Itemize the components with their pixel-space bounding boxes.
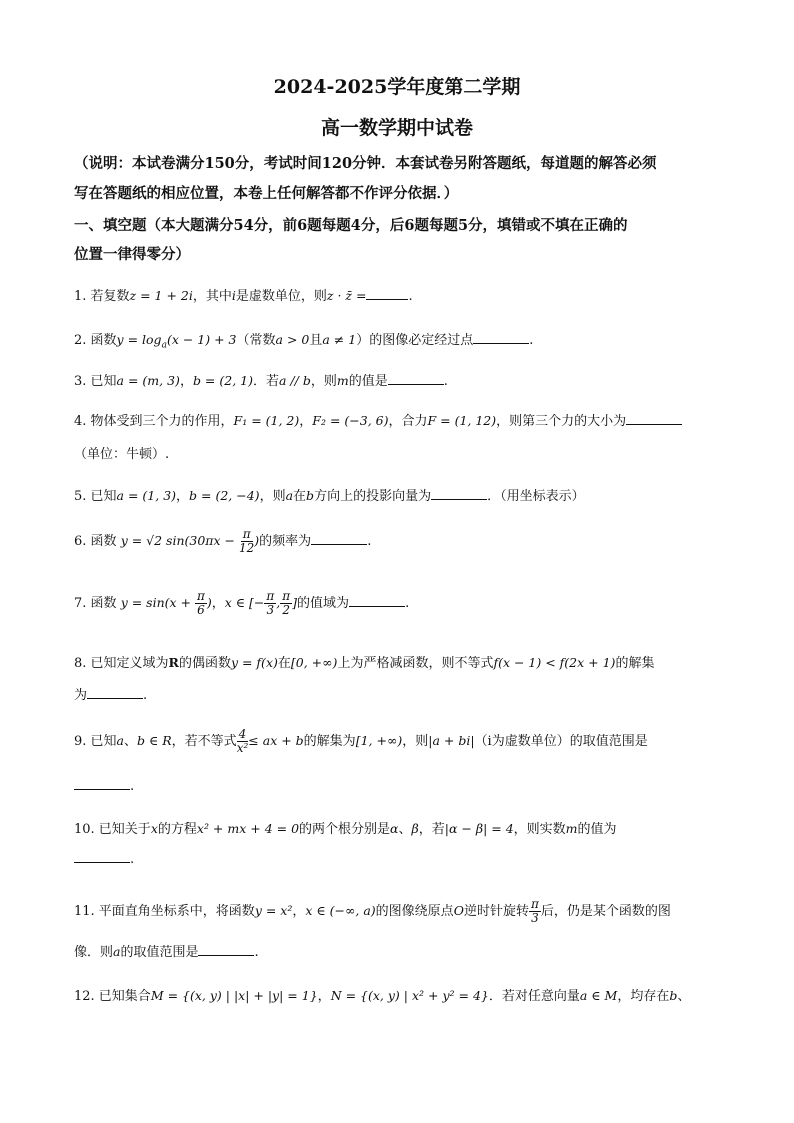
answer-blank bbox=[366, 287, 408, 300]
answer-blank bbox=[388, 372, 444, 385]
question-8-line-2: 为 . bbox=[74, 688, 148, 703]
section-heading-line-2: 位置一律得零分） bbox=[74, 246, 190, 263]
question-1: 1. 若复数z = 1 + 2i，其中i是虚数单位，则z · z̄ = . bbox=[74, 288, 413, 304]
question-9: 9. 已知a、b ∈ R，若不等式 $\frac{4}{\text{x²}}$ ≤ ax + b的解集为[1, +∞)，则|a + bi|（i为虚数单位）的取值范围是 bbox=[74, 727, 648, 755]
answer-blank bbox=[626, 412, 682, 425]
question-4-line-2: （单位：牛顿）. bbox=[74, 447, 170, 462]
answer-blank bbox=[87, 686, 143, 699]
fraction: $\frac{\pi}{12}$ bbox=[239, 527, 255, 555]
question-8-line-1: 8. 已知定义域为R的偶函数y = f(x)在[0, +∞)上为严格减函数，则不等式f(x − 1) < f(2x + 1)的解集 bbox=[74, 655, 655, 671]
answer-blank bbox=[431, 487, 487, 500]
question-3: 3. 已知a = (m, 3)，b = (2, 1)．若a // b，则m的值是 . bbox=[74, 373, 448, 389]
answer-blank bbox=[198, 943, 254, 956]
section-heading-line-1: 一、填空题（本大题满分54分，前6题每题4分，后6题每题5分，填错或不填在正确的 bbox=[74, 217, 628, 234]
fraction: $\frac{\pi}{3}$ bbox=[530, 897, 539, 925]
question-10: 10. 已知关于x的方程x² + mx + 4 = 0的两个根分别是α、β，若|α − β| = 4，则实数m的值为 bbox=[74, 821, 617, 837]
question-10-line-2: . bbox=[74, 850, 134, 867]
instructions-line-1: （说明：本试卷满分150分，考试时间120分钟．本套试卷另附答题纸，每道题的解答必须 bbox=[74, 155, 657, 172]
question-11-line-1: 11. 平面直角坐标系中，将函数y = x²，x ∈ (−∞, a)的图像绕原点O逆时针旋转 $\frac{\pi}{3}$ 后，仍是某个函数的图 bbox=[74, 897, 671, 925]
question-7: 7. 函数 y = sin(x + $\frac{\pi}{6}$ )，x ∈ [− $\frac{\pi}{3}$ , $\frac{\pi}{2}$ ]的值域为 . bbox=[74, 589, 410, 617]
question-4-line-1: 4. 物体受到三个力的作用，F₁ = (1, 2)，F₂ = (−3, 6)，合力F = (1, 12)，则第三个力的大小为 bbox=[74, 410, 682, 429]
fraction: $\frac{4}{\text{x²}}$ bbox=[236, 727, 249, 755]
question-2: 2. 函数$y = \log_a(x - 1) + 3$（常数a > 0且a ≠ 1）的图像必定经过点 . bbox=[74, 332, 534, 351]
exam-title: 高一数学期中试卷 bbox=[320, 117, 473, 139]
question-6: 6. 函数 y = √2 sin(30πx − $\frac{\pi}{12}$ )的频率为 . bbox=[74, 527, 372, 555]
question-5: 5. 已知a = (1, 3)，b = (2, −4)，则a在b方向上的投影向量为 ．（用坐标表示） bbox=[74, 488, 585, 504]
fraction: $\frac{\pi}{3}$ bbox=[266, 589, 275, 617]
answer-blank bbox=[473, 331, 529, 344]
question-12: 12. 已知集合M = {(x, y) | |x| + |y| = 1}，N = {(x, y) | x² + y² = 4}．若对任意向量a ∈ M，均存在b、 bbox=[74, 988, 691, 1004]
fraction: $\frac{\pi}{6}$ bbox=[196, 589, 205, 617]
answer-blank bbox=[349, 594, 405, 607]
answer-blank bbox=[74, 777, 130, 790]
answer-blank bbox=[74, 850, 130, 863]
question-11-line-2: 像．则a的取值范围是 . bbox=[74, 944, 259, 960]
instructions-line-2: 写在答题纸的相应位置，本卷上任何解答都不作评分依据．） bbox=[74, 185, 459, 202]
fraction: $\frac{\pi}{2}$ bbox=[282, 589, 291, 617]
exam-year-term: 2024-2025学年度第二学期 bbox=[273, 76, 521, 98]
question-9-line-2: . bbox=[74, 777, 134, 794]
answer-blank bbox=[311, 532, 367, 545]
